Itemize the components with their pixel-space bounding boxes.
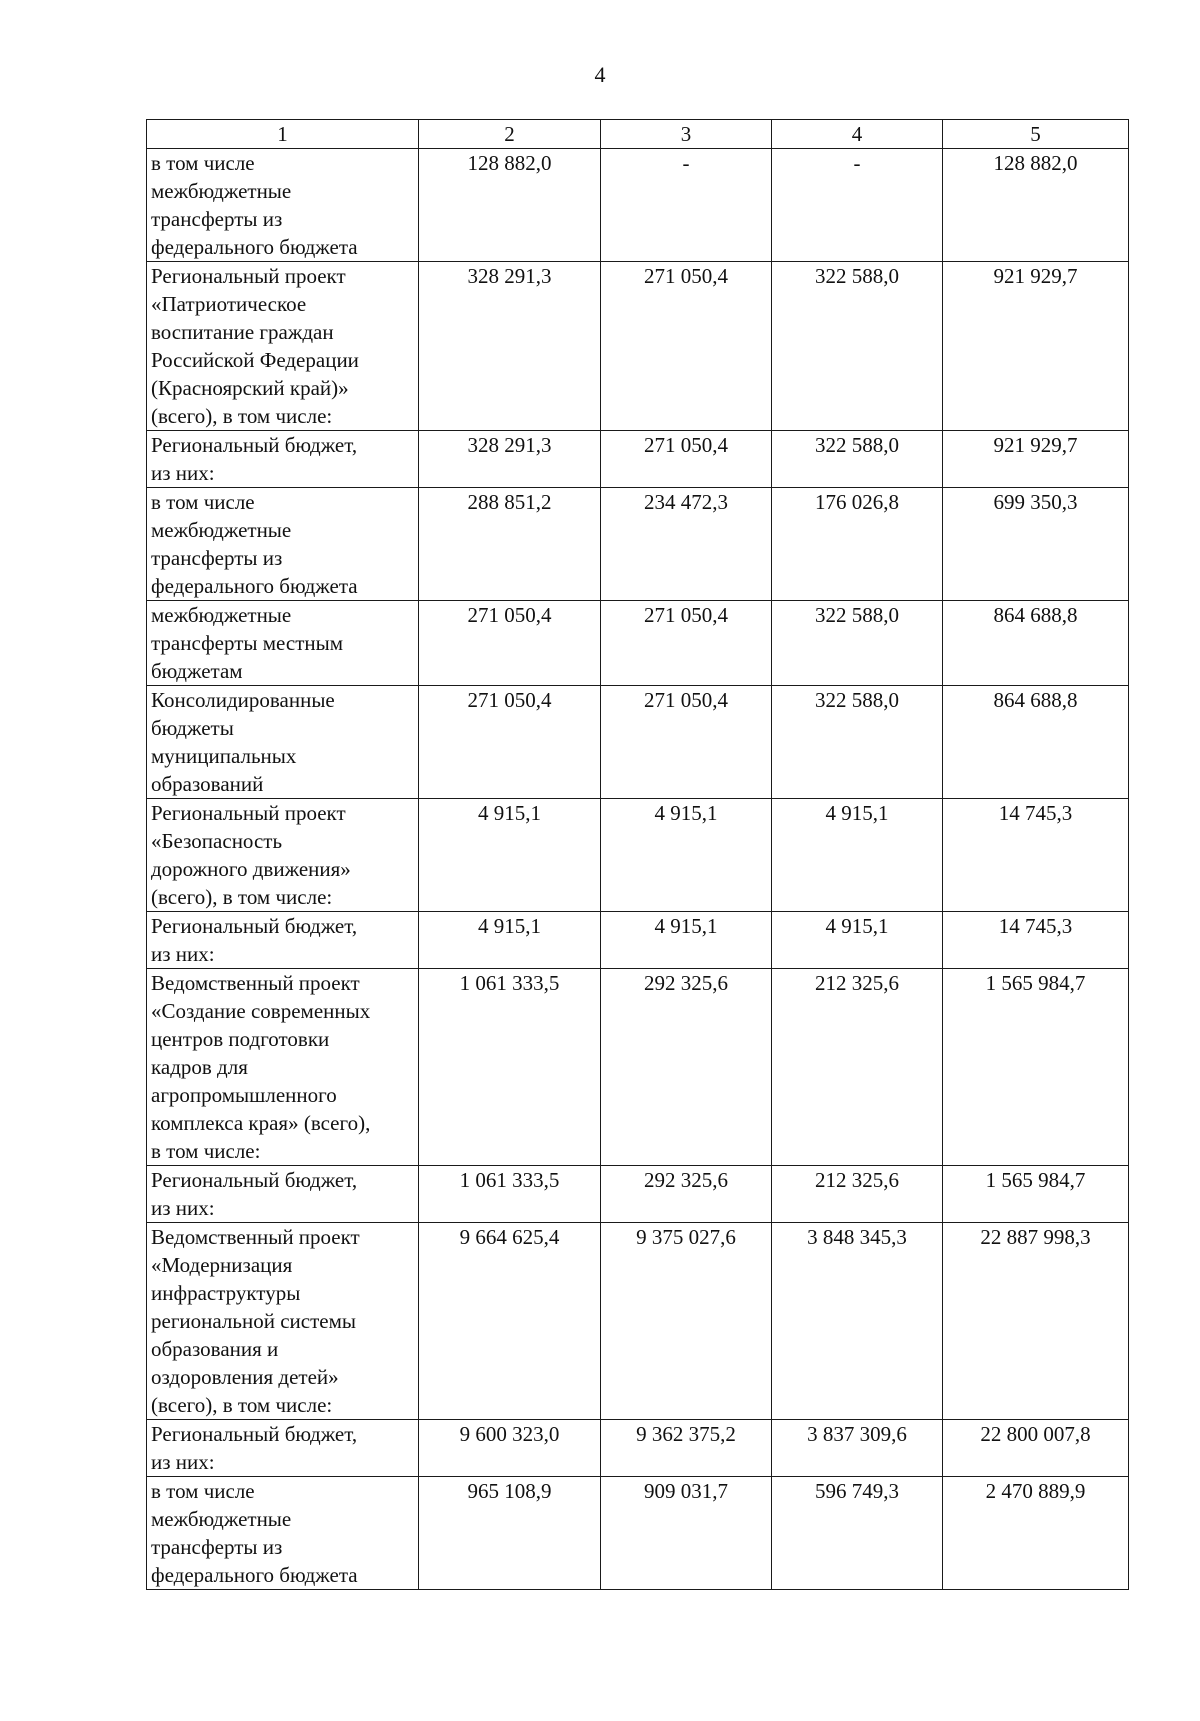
row-label: в том числе межбюджетные трансферты из федерального бюджета [147,488,419,601]
table-header-row [147,120,1129,149]
row-label: в том числе межбюджетные трансферты из федерального бюджета [147,149,419,262]
table-row [147,149,1129,262]
value-cell-col-3: 9 362 375,2 [601,1420,772,1477]
column-header-3: 3 [601,120,772,149]
value-cell-col-3: 4 915,1 [601,912,772,969]
row-label: межбюджетные трансферты местным бюджетам [147,601,419,686]
column-header-1: 1 [147,120,419,149]
value-cell-col-2: 9 664 625,4 [419,1223,601,1420]
value-cell-col-5: 14 745,3 [943,912,1129,969]
table-row [147,686,1129,799]
value-cell-col-3: 234 472,3 [601,488,772,601]
value-cell-col-2: 271 050,4 [419,686,601,799]
row-label: Региональный проект «Патриотическое воспитание граждан Российской Федерации (Красноярский край)» (всего), в том числе: [147,262,419,431]
value-cell-col-4: 4 915,1 [772,799,943,912]
column-header-2: 2 [419,120,601,149]
value-cell-col-5: 921 929,7 [943,431,1129,488]
column-header-5: 5 [943,120,1129,149]
value-cell-col-5: 2 470 889,9 [943,1477,1129,1590]
value-cell-col-5: 22 887 998,3 [943,1223,1129,1420]
value-cell-col-2: 128 882,0 [419,149,601,262]
value-cell-col-4: 322 588,0 [772,262,943,431]
value-cell-col-4: - [772,149,943,262]
row-label: Ведомственный проект «Создание современных центров подготовки кадров для агропромышленного комплекса края» (всего), в том числе: [147,969,419,1166]
table-row [147,431,1129,488]
table-row [147,488,1129,601]
value-cell-col-3: - [601,149,772,262]
row-label: в том числе межбюджетные трансферты из федерального бюджета [147,1477,419,1590]
value-cell-col-3: 271 050,4 [601,262,772,431]
value-cell-col-2: 328 291,3 [419,431,601,488]
table-row [147,1477,1129,1590]
row-label: Региональный проект «Безопасность дорожного движения» (всего), в том числе: [147,799,419,912]
value-cell-col-5: 22 800 007,8 [943,1420,1129,1477]
value-cell-col-2: 288 851,2 [419,488,601,601]
page-number: 4 [594,62,606,87]
value-cell-col-5: 1 565 984,7 [943,969,1129,1166]
table-row [147,1223,1129,1420]
table-row [147,969,1129,1166]
value-cell-col-2: 9 600 323,0 [419,1420,601,1477]
value-cell-col-5: 864 688,8 [943,601,1129,686]
table-row [147,912,1129,969]
row-label: Региональный бюджет, из них: [147,1420,419,1477]
value-cell-col-2: 4 915,1 [419,912,601,969]
value-cell-col-4: 4 915,1 [772,912,943,969]
value-cell-col-4: 322 588,0 [772,601,943,686]
value-cell-col-5: 1 565 984,7 [943,1166,1129,1223]
value-cell-col-4: 322 588,0 [772,686,943,799]
row-label: Консолидированные бюджеты муниципальных образований [147,686,419,799]
row-label: Региональный бюджет, из них: [147,1166,419,1223]
table-row [147,1420,1129,1477]
value-cell-col-3: 909 031,7 [601,1477,772,1590]
value-cell-col-4: 3 848 345,3 [772,1223,943,1420]
budget-table [146,119,1129,1590]
value-cell-col-3: 9 375 027,6 [601,1223,772,1420]
value-cell-col-2: 4 915,1 [419,799,601,912]
value-cell-col-4: 3 837 309,6 [772,1420,943,1477]
value-cell-col-4: 596 749,3 [772,1477,943,1590]
value-cell-col-2: 271 050,4 [419,601,601,686]
value-cell-col-3: 292 325,6 [601,1166,772,1223]
value-cell-col-2: 1 061 333,5 [419,969,601,1166]
value-cell-col-5: 921 929,7 [943,262,1129,431]
value-cell-col-4: 212 325,6 [772,969,943,1166]
value-cell-col-2: 965 108,9 [419,1477,601,1590]
value-cell-col-5: 128 882,0 [943,149,1129,262]
row-label: Региональный бюджет, из них: [147,431,419,488]
value-cell-col-5: 14 745,3 [943,799,1129,912]
value-cell-col-3: 271 050,4 [601,686,772,799]
value-cell-col-4: 322 588,0 [772,431,943,488]
table-row [147,799,1129,912]
value-cell-col-5: 864 688,8 [943,686,1129,799]
value-cell-col-4: 176 026,8 [772,488,943,601]
value-cell-col-3: 271 050,4 [601,601,772,686]
value-cell-col-4: 212 325,6 [772,1166,943,1223]
row-label: Региональный бюджет, из них: [147,912,419,969]
table-row [147,262,1129,431]
value-cell-col-3: 271 050,4 [601,431,772,488]
value-cell-col-3: 292 325,6 [601,969,772,1166]
table-row [147,601,1129,686]
column-header-4: 4 [772,120,943,149]
table-body [147,149,1129,1590]
value-cell-col-2: 328 291,3 [419,262,601,431]
value-cell-col-3: 4 915,1 [601,799,772,912]
value-cell-col-2: 1 061 333,5 [419,1166,601,1223]
value-cell-col-5: 699 350,3 [943,488,1129,601]
row-label: Ведомственный проект «Модернизация инфраструктуры региональной системы образования и оздоровления детей» (всего), в том числе: [147,1223,419,1420]
table-row [147,1166,1129,1223]
